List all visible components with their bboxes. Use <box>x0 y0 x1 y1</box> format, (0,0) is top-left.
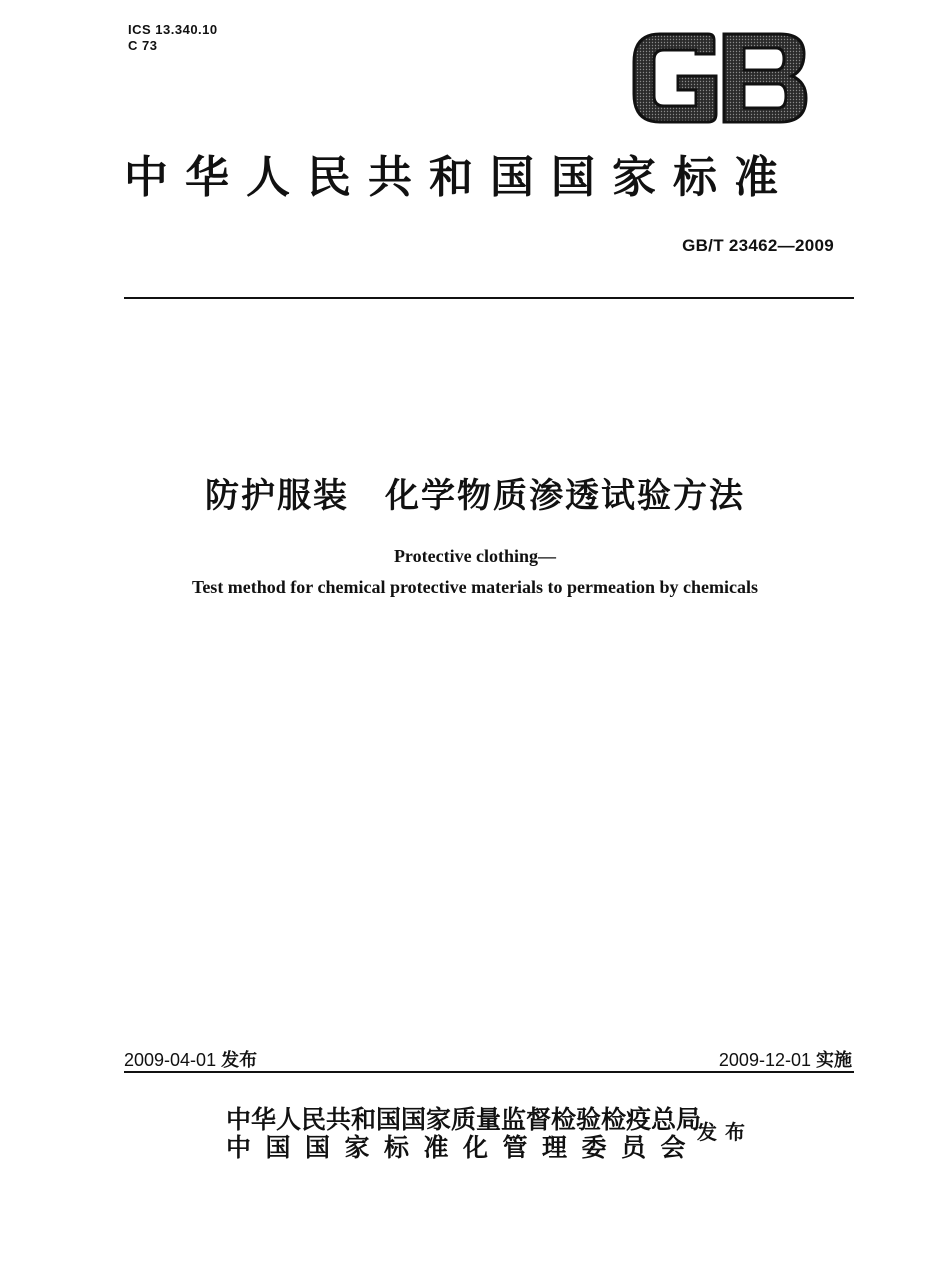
english-title-line1: Protective clothing— <box>393 546 557 566</box>
national-standard-title: 中华人民共和国国家标准 <box>124 152 795 203</box>
issue-date: 2009-04-01 <box>124 1050 217 1070</box>
ccs-code: C 73 <box>128 38 158 53</box>
implement-date-block <box>719 1046 852 1072</box>
issuer-line2: 中国国家标准化管理委员会 <box>226 1133 701 1162</box>
gb-logo-icon <box>630 32 808 124</box>
implement-date: 2009-12-01 <box>718 1050 811 1070</box>
publish-label: 发布 <box>697 1120 753 1144</box>
issue-date-block <box>124 1046 257 1072</box>
standard-number: GB/T 23462—2009 <box>682 236 834 255</box>
chinese-title: 防护服装 化学物质渗透试验方法 <box>205 476 745 516</box>
ics-code: ICS 13.340.10 <box>128 22 218 37</box>
implement-label: 实施 <box>816 1050 852 1071</box>
issuer-line1: 中华人民共和国国家质量监督检验检疫总局 <box>226 1105 702 1134</box>
english-title-line2: Test method for chemical protective materials to permeation by chemicals <box>191 577 759 597</box>
gb-logo <box>630 32 808 124</box>
top-divider <box>124 297 854 299</box>
bottom-divider <box>124 1071 854 1073</box>
classification-codes <box>128 22 218 54</box>
issue-label: 发布 <box>221 1050 258 1071</box>
